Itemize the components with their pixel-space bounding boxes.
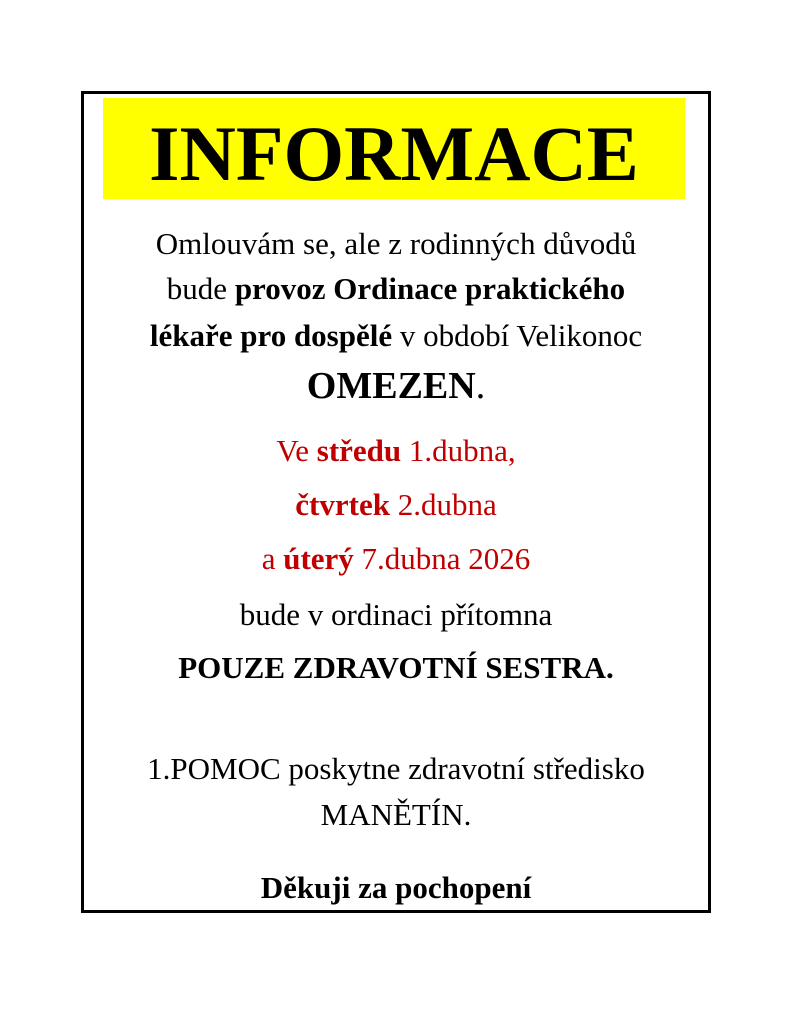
intro-text-3: v období Velikonoc: [392, 318, 643, 353]
date-line-2: [84, 487, 708, 523]
intro-line-4: [84, 364, 708, 408]
date-2-date: 2.dubna: [389, 487, 497, 522]
intro-bold-2: lékaře pro dospělé: [149, 318, 393, 353]
date-1-day: středu: [316, 433, 402, 468]
intro-line-3: [84, 318, 708, 354]
date-1-prefix: Ve: [276, 433, 317, 468]
notice-heading: INFORMACE: [149, 110, 639, 197]
date-3-prefix: a: [261, 541, 284, 576]
intro-text-2: bude: [166, 271, 235, 306]
thanks-line: Děkuji za pochopení: [260, 870, 532, 905]
nurse-only-line: POUZE ZDRAVOTNÍ SESTRA.: [178, 650, 614, 685]
intro-bold-1: provoz Ordinace praktického: [234, 271, 626, 306]
date-line-1: [84, 433, 708, 469]
presence-line: bude v ordinaci přítomna: [239, 597, 553, 632]
first-aid-line-1: 1.POMOC poskytne zdravotní středisko: [147, 751, 645, 786]
date-2-day: čtvrtek: [295, 487, 390, 522]
restricted-word: OMEZEN: [306, 365, 476, 407]
date-3-day: úterý: [283, 541, 354, 576]
first-aid-line-2: MANĚTÍN.: [320, 797, 472, 832]
date-1-date: 1.dubna,: [401, 433, 516, 468]
restricted-period: .: [475, 365, 486, 407]
intro-line-1: [84, 226, 708, 262]
date-line-3: [84, 541, 708, 577]
intro-text-1: Omlouvám se, ale z rodinných důvodů: [155, 226, 637, 261]
date-3-date: 7.dubna 2026: [353, 541, 531, 576]
intro-line-2: [84, 271, 708, 307]
